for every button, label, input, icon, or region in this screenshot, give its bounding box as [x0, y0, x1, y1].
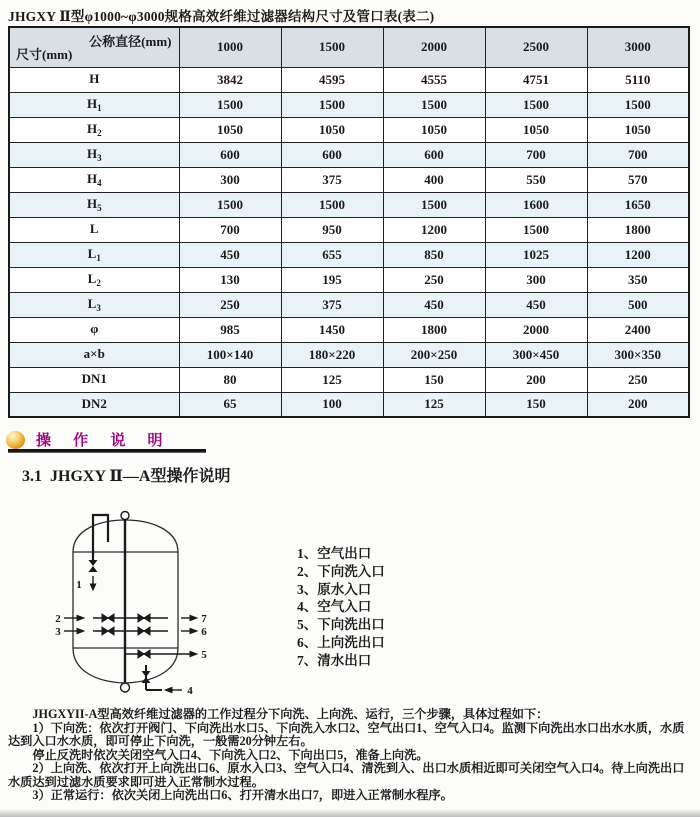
- table-cell: 570: [587, 167, 689, 192]
- table-cell: 700: [179, 217, 281, 242]
- table-row: [9, 342, 689, 367]
- table-cell: 850: [383, 242, 485, 267]
- table-cell: 180×220: [281, 342, 383, 367]
- table-cell: 2000: [485, 317, 587, 342]
- table-row: [9, 192, 689, 217]
- filter-vessel-diagram: [45, 500, 245, 715]
- row-label-cell: $H_5$: [9, 192, 179, 217]
- table-cell: 4555: [383, 67, 485, 92]
- table-cell: 250: [587, 367, 689, 392]
- page-title: JHGXY Ⅱ型φ1000~φ3000规格高效纤维过滤器结构尺寸及管口表(表二): [8, 9, 435, 24]
- table-cell: 4751: [485, 67, 587, 92]
- table-cell: 375: [281, 292, 383, 317]
- row-label-cell: φ: [9, 317, 179, 342]
- legend-item: 7、清水出口: [297, 652, 372, 668]
- port-5-pipe: [125, 649, 207, 661]
- table-row: [9, 292, 689, 317]
- table-cell: 1200: [383, 217, 485, 242]
- table-cell: 450: [179, 242, 281, 267]
- table-cell: 150: [383, 367, 485, 392]
- valve-icon: [138, 650, 150, 658]
- table-row: [9, 167, 689, 192]
- table-cell: 600: [179, 142, 281, 167]
- table-cell: 300: [179, 167, 281, 192]
- legend-item: 2、下向洗入口: [297, 563, 385, 579]
- column-header: 2500: [485, 27, 587, 67]
- port-label: 4: [187, 685, 193, 697]
- table-cell: 250: [179, 292, 281, 317]
- row-label-cell: DN1: [9, 367, 179, 392]
- valve-icon: [142, 671, 151, 683]
- port-label: 6: [201, 626, 207, 638]
- legend-item: 1、空气出口: [297, 546, 372, 561]
- column-header: 1500: [281, 27, 383, 67]
- table-row: [9, 92, 689, 117]
- valve-icon: [89, 560, 98, 572]
- table-cell: 1050: [587, 117, 689, 142]
- port-label: 7: [201, 613, 207, 625]
- table-cell: 4595: [281, 67, 383, 92]
- table-cell: 195: [281, 267, 383, 292]
- table-row: [9, 67, 689, 92]
- table-cell: 450: [383, 292, 485, 317]
- table-cell: 300×450: [485, 342, 587, 367]
- table-cell: 200×250: [383, 342, 485, 367]
- table-row: [9, 267, 689, 292]
- table-cell: 100: [281, 392, 383, 417]
- table-cell: 1050: [179, 117, 281, 142]
- table-cell: 1050: [281, 117, 383, 142]
- column-header: 1000: [179, 27, 281, 67]
- instruction-paragraph: JHGXYII-A型高效纤维过滤器的工作过程分下向洗、上向洗、运行，三个步骤，具体过程如下：: [32, 707, 549, 721]
- table-cell: 300: [485, 267, 587, 292]
- port-label: 2: [55, 613, 61, 625]
- table-cell: 1025: [485, 242, 587, 267]
- scan-edge-shadow: [0, 809, 700, 817]
- port-label: 5: [201, 649, 207, 661]
- port-legend: [297, 545, 385, 670]
- sphere-bullet-icon: [6, 431, 25, 449]
- table-header-row: [9, 27, 689, 67]
- table-cell: 1500: [485, 217, 587, 242]
- row-label-cell: H: [9, 67, 179, 92]
- port-3-6-pipe: [55, 626, 207, 638]
- diagonal-label-bottom: 尺寸(mm): [16, 46, 73, 62]
- table-row: [9, 142, 689, 167]
- section-band-title: 操 作 说 明: [36, 432, 172, 449]
- table-cell: 100×140: [179, 342, 281, 367]
- legend-item: 4、空气入口: [297, 599, 372, 615]
- table-cell: 1500: [179, 192, 281, 217]
- row-label-cell: $H_4$: [9, 167, 179, 192]
- table-cell: 80: [179, 367, 281, 392]
- table-row: [9, 117, 689, 142]
- table-row: [9, 217, 689, 242]
- table-cell: 600: [383, 142, 485, 167]
- table-cell: 1600: [485, 192, 587, 217]
- port-2-7-pipe: [55, 613, 207, 625]
- table-cell: 5110: [587, 67, 689, 92]
- legend-item: 6、上向洗出口: [297, 634, 385, 650]
- row-label-cell: DN2: [9, 392, 179, 417]
- table-cell: 950: [281, 217, 383, 242]
- table-cell: 1050: [383, 117, 485, 142]
- table-cell: 550: [485, 167, 587, 192]
- table-cell: 655: [281, 242, 383, 267]
- table-cell: 3842: [179, 67, 281, 92]
- table-cell: 1500: [383, 192, 485, 217]
- table-cell: 500: [587, 292, 689, 317]
- center-pipe: [121, 512, 130, 693]
- table-cell: 1050: [485, 117, 587, 142]
- table-cell: 1500: [485, 92, 587, 117]
- section-band: [6, 429, 226, 455]
- instruction-paragraph: 3）正常运行：依次关闭上向洗出口6、打开清水出口7，即进入正常制水程序。: [32, 788, 453, 802]
- section-underline: [8, 449, 206, 453]
- flow-arrow: [90, 576, 95, 590]
- row-label-cell: L: [9, 217, 179, 242]
- sub-heading: 3.1 JHGXY Ⅱ—A型操作说明: [22, 468, 231, 485]
- table-cell: 1500: [587, 92, 689, 117]
- row-label-cell: a×b: [9, 342, 179, 367]
- table-cell: 1500: [281, 92, 383, 117]
- row-label-cell: $H_1$: [9, 92, 179, 117]
- table-cell: 985: [179, 317, 281, 342]
- table-cell: 2400: [587, 317, 689, 342]
- table-cell: 300×350: [587, 342, 689, 367]
- table-row: [9, 242, 689, 267]
- row-label-cell: $L_3$: [9, 292, 179, 317]
- table-cell: 450: [485, 292, 587, 317]
- instruction-paragraph: 2）上向洗、依次打开上向洗出口6、原水入口3、空气入口4、清洗到入、出口水质相近即可关闭空气入口4。待上向洗出口水质达到过滤水质要求即可进入正常制水过程。: [8, 761, 685, 789]
- column-header: 2000: [383, 27, 485, 67]
- row-label-cell: $L_2$: [9, 267, 179, 292]
- table-cell: 250: [383, 267, 485, 292]
- diagonal-label-top: 公称直径(mm): [89, 34, 172, 49]
- table-row: [9, 317, 689, 342]
- column-header: 3000: [587, 27, 689, 67]
- table-cell: 65: [179, 392, 281, 417]
- table-cell: 1200: [587, 242, 689, 267]
- table-cell: 600: [281, 142, 383, 167]
- port-label: 3: [55, 626, 61, 638]
- table-cell: 1500: [383, 92, 485, 117]
- row-label-cell: $H_3$: [9, 142, 179, 167]
- instruction-paragraph: 1）下向洗：依次打开阀门、下向洗出水口5、下向洗入水口2、空气出口1、空气入口4。监测下向洗出水口出水水质，水质达到入口水水质，即可停止下向洗，一般需20分钟左右。: [8, 720, 685, 748]
- row-label-cell: $L_1$: [9, 242, 179, 267]
- table-cell: 700: [485, 142, 587, 167]
- table-cell: 700: [587, 142, 689, 167]
- table-cell: 200: [587, 392, 689, 417]
- table-cell: 1500: [179, 92, 281, 117]
- port-label: 1: [76, 579, 82, 591]
- table-cell: 125: [383, 392, 485, 417]
- table-cell: 200: [485, 367, 587, 392]
- table-cell: 350: [587, 267, 689, 292]
- table-cell: 125: [281, 367, 383, 392]
- dimension-table: [8, 26, 690, 418]
- table-row: [9, 367, 689, 392]
- table-cell: 1650: [587, 192, 689, 217]
- table-cell: 1450: [281, 317, 383, 342]
- instruction-paragraph: 停止反洗时依次关闭空气入口4、下向洗入口2、下向出口5，准备上向洗。: [32, 747, 429, 762]
- table-cell: 400: [383, 167, 485, 192]
- table-cell: 1800: [587, 217, 689, 242]
- diagonal-header-cell: [9, 27, 179, 67]
- legend-item: 5、下向洗出口: [297, 617, 385, 633]
- row-label-cell: $H_2$: [9, 117, 179, 142]
- operation-instructions: [8, 708, 696, 803]
- table-body: [9, 67, 689, 417]
- table-cell: 375: [281, 167, 383, 192]
- table-cell: 1500: [281, 192, 383, 217]
- table-cell: 150: [485, 392, 587, 417]
- table-cell: 1800: [383, 317, 485, 342]
- table-cell: 130: [179, 267, 281, 292]
- port-1-pipe: [76, 515, 108, 591]
- legend-item: 3、原水入口: [297, 581, 372, 597]
- table-row: [9, 392, 689, 417]
